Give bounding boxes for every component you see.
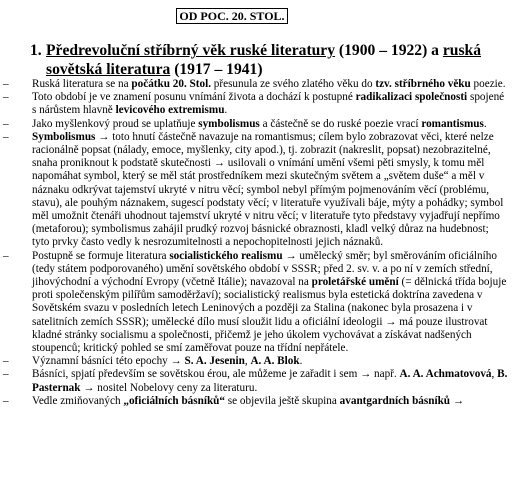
dash-bullet-icon: – — [3, 368, 9, 381]
list-item — [0, 118, 516, 131]
list-item — [0, 355, 516, 368]
list-item — [0, 250, 516, 356]
text-run: Básníci, spjatí především se sovětskou érou, ale můžeme je zařadit i sem → např. — [32, 368, 400, 381]
list-item-text — [32, 368, 508, 394]
text-run: → umělecký směr; byl směrováním oficiálního (tedy státem podporovaného) umění sovětského období v SSSR; před 2. sv. v. a po ní v zemích střední, jihovýchodní a východní Evropy (včetně Itálie); navazoval na — [32, 249, 497, 289]
text-run: → toto hnutí částečně navazuje na romantismus; cílem bylo zobrazovat věci, které nelze racionálně popsat (nálady, emoce, myšlenky, city apod.), tj. zobrazit (nakreslit, popsat) nezobrazitelné, snaha proniknout k podstatě skutečnosti → usilovali o vnímání umění všemi pěti smysly, k tomu měl napomáhat symbol, který se měl stát prostředníkem mezi skutečným světem a „světem duše“ a měl v náznaku odkrývat tajemství ukryté v nitru věcí; symbol nebyl přímým pojmenováním věcí (problému, stavu), ale pouhým náznakem, sugescí podstaty věcí; v literatuře využívali báje, mýty a pohádky; symbol měl umožnit čtenáři uhodnout tajemství ukryté v nitru věcí; v literatuře tyto představy vyjadřují nepřímo (metaforou); symbolismus zahájil prudký rozvoj básnické obraznosti, kladl velký důraz na hudebnost; tyto prvky často vedly k nesrozumitelnosti a nepochopitelnosti jejich náznaků. — [32, 130, 504, 249]
dash-bullet-icon: – — [3, 130, 9, 143]
text-run: . — [483, 117, 487, 130]
list-item-text — [32, 250, 508, 356]
list-item — [0, 78, 516, 91]
dash-bullet-icon: – — [3, 394, 9, 407]
bold-run: socialistického realismu — [169, 249, 283, 262]
bullet-list — [0, 78, 516, 408]
text-run: Postupně se formuje literatura — [32, 249, 170, 262]
dash-bullet-icon: – — [3, 78, 9, 90]
bold-run: radikalizaci společnosti — [355, 91, 468, 104]
dash-bullet-icon: – — [3, 355, 9, 368]
heading-run: sovětská literatura — [46, 61, 171, 78]
heading-run: (1917 – 1941) — [170, 61, 263, 78]
list-item-text — [32, 131, 508, 250]
dash-bullet-icon: – — [3, 249, 9, 262]
bold-run: Symbolismus — [32, 130, 96, 143]
text-run: Jako myšlenkový proud se uplatňuje — [32, 117, 199, 130]
dash-bullet-icon: – — [3, 117, 9, 130]
bold-run: romantismus — [421, 117, 484, 130]
text-run: se objevila ještě skupina — [225, 394, 340, 407]
text-run: poezie. — [470, 78, 506, 90]
list-item-text — [32, 395, 508, 408]
dash-bullet-icon: – — [3, 91, 9, 104]
text-run: Významní básníci této epochy → — [32, 355, 185, 368]
bold-run: A. A. Blok — [250, 355, 300, 368]
bold-run: proletářské umění — [311, 276, 399, 289]
text-run: → nositel Nobelovy ceny za literaturu. — [80, 381, 258, 394]
bold-run: levicového extremismu — [115, 104, 225, 117]
heading-number: 1. — [30, 42, 42, 59]
text-run: (= dělnická třída bojuje proti společenským pilířům samoděržaví); socialistický realismus byla estetická doktrína zavedena v Sovětském svazu v posledních letech Leninových a později za Stalina (nakonec byla prosazena i v satelitních zemích SSSR); umělecké dílo musí sloužit lidu a oficiální ideologii → má pouze ilustrovat kladné stránky socialismu a společnosti, přičemž je jeho úkolem vychovávat a získávat nadšených stoupenců; kritický pohled se smí zaměřovat pouze na třídní nepřátele. — [32, 276, 507, 355]
text-run: , — [491, 368, 498, 381]
list-item — [0, 395, 516, 408]
text-run: , — [244, 355, 251, 368]
bold-run: S. A. Jesenin — [184, 355, 245, 368]
text-run: a částečně se do ruské poezie vrací — [259, 117, 422, 130]
list-item-text — [32, 91, 508, 117]
list-item-text — [32, 78, 508, 91]
bold-run: B. Pasternak — [32, 368, 508, 394]
text-run: . — [299, 355, 303, 368]
section-badge: OD POC. 20. STOL. — [176, 8, 288, 24]
text-run: Ruská literatura se na — [32, 78, 132, 90]
bold-run: avantgardních básníků — [339, 394, 451, 407]
heading-line-2 — [46, 60, 263, 79]
bold-run: A. A. Achmatovová — [399, 368, 492, 381]
heading-run: (1900 – 1922) a — [335, 42, 443, 59]
bold-run: tzv. stříbrného věku — [375, 78, 471, 90]
list-item — [0, 131, 516, 250]
bold-run: počátku 20. Stol. — [131, 78, 211, 90]
text-run: Vedle zmiňovaných — [32, 394, 124, 407]
list-item — [0, 91, 516, 117]
text-run: → — [450, 394, 465, 407]
list-item-text — [32, 118, 508, 131]
heading-line-1 — [46, 41, 481, 60]
text-run: spojené s nárůstem hlavně — [32, 91, 505, 117]
heading-run: Předrevoluční stříbrný věk ruské literatury — [46, 42, 336, 59]
bold-run: „oficiálních básníků“ — [123, 394, 225, 407]
text-run: přesunula ze svého zlatého věku do — [211, 78, 376, 90]
text-run: Toto období je ve znamení posunu vnímání života a dochází k postupné — [32, 91, 356, 104]
list-item-text — [32, 355, 508, 368]
bold-run: symbolismus — [198, 117, 260, 130]
text-run: . — [224, 104, 228, 117]
list-item — [0, 368, 516, 394]
heading-run: ruská — [442, 42, 482, 59]
